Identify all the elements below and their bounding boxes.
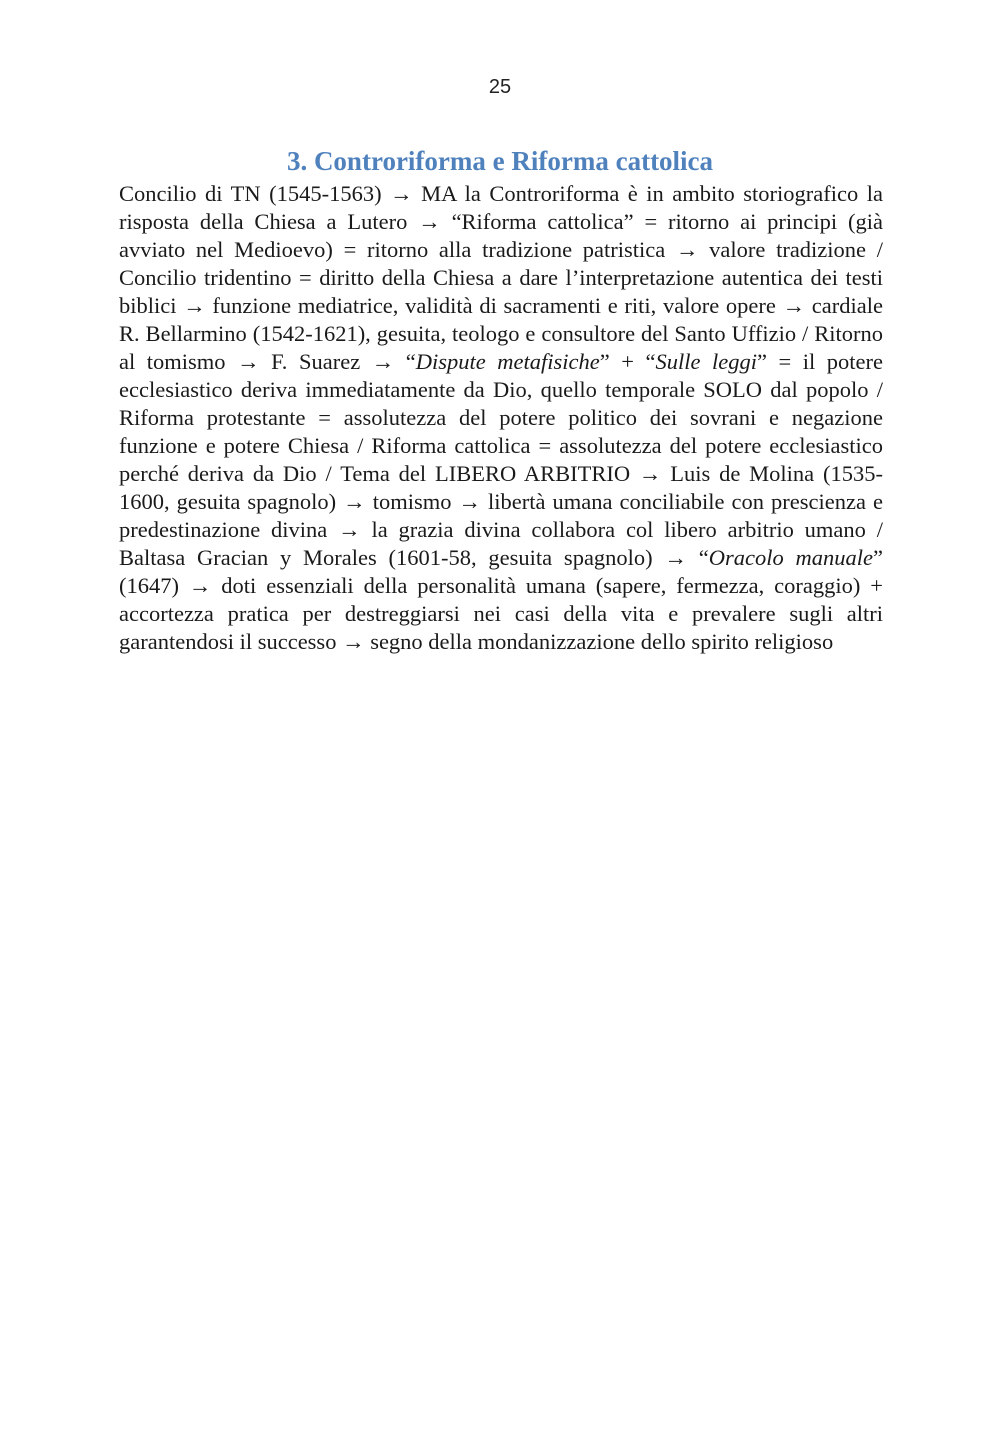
paragraph-text: ” (1647) → doti essenziali della personalità umana (sapere, fermezza, coraggio) + accortezza pratica per destreggiarsi nei casi della vita e prevalere sugli altri garantendosi il successo → segno della mondanizzazione dello spirito religioso <box>119 545 883 654</box>
paragraph-text: Concilio di TN (1545-1563) → MA la Controriforma è in ambito storiografico la risposta della Chiesa a Lutero → “Riforma cattolica” = ritorno ai principi (già avviato nel Medioevo) = ritorno alla tradizione patristica → valore tradizione / Concilio tridentino = diritto della Chiesa a dare l’interpretazione autentica dei testi biblici → funzione mediatrice, validità di sacramenti e riti, valore opere → cardiale R. Bellarmino (1542-1621), gesuita, teologo e consultore del Santo Uffizio / Ritorno al tomismo → F. Suarez → “ <box>119 181 883 374</box>
work-title-dispute-metafisiche: Dispute metafisiche <box>415 349 600 374</box>
paragraph-text: ” = il potere ecclesiastico deriva immediatamente da Dio, quello temporale SOLO dal popolo / Riforma protestante = assolutezza del potere politico dei sovrani e negazione funzione e potere Chiesa / Riforma cattolica = assolutezza del potere ecclesiastico perché deriva da Dio / Tema del LIBERO ARBITRIO → Luis de Molina (1535-1600, gesuita spagnolo) → tomismo → libertà umana conciliabile con prescienza e predestinazione divina → la grazia divina collabora col libero arbitrio umano / Baltasa Gracian y Morales (1601-58, gesuita spagnolo) → “ <box>119 349 883 570</box>
paragraph-text: ” + “ <box>599 349 656 374</box>
page-number: 25 <box>488 76 512 98</box>
work-title-oracolo-manuale: Oracolo manuale <box>708 545 873 570</box>
section-title: 3. Controriforma e Riforma cattolica <box>286 146 714 176</box>
work-title-sulle-leggi: Sulle leggi <box>655 349 757 374</box>
body-paragraph <box>119 180 883 656</box>
